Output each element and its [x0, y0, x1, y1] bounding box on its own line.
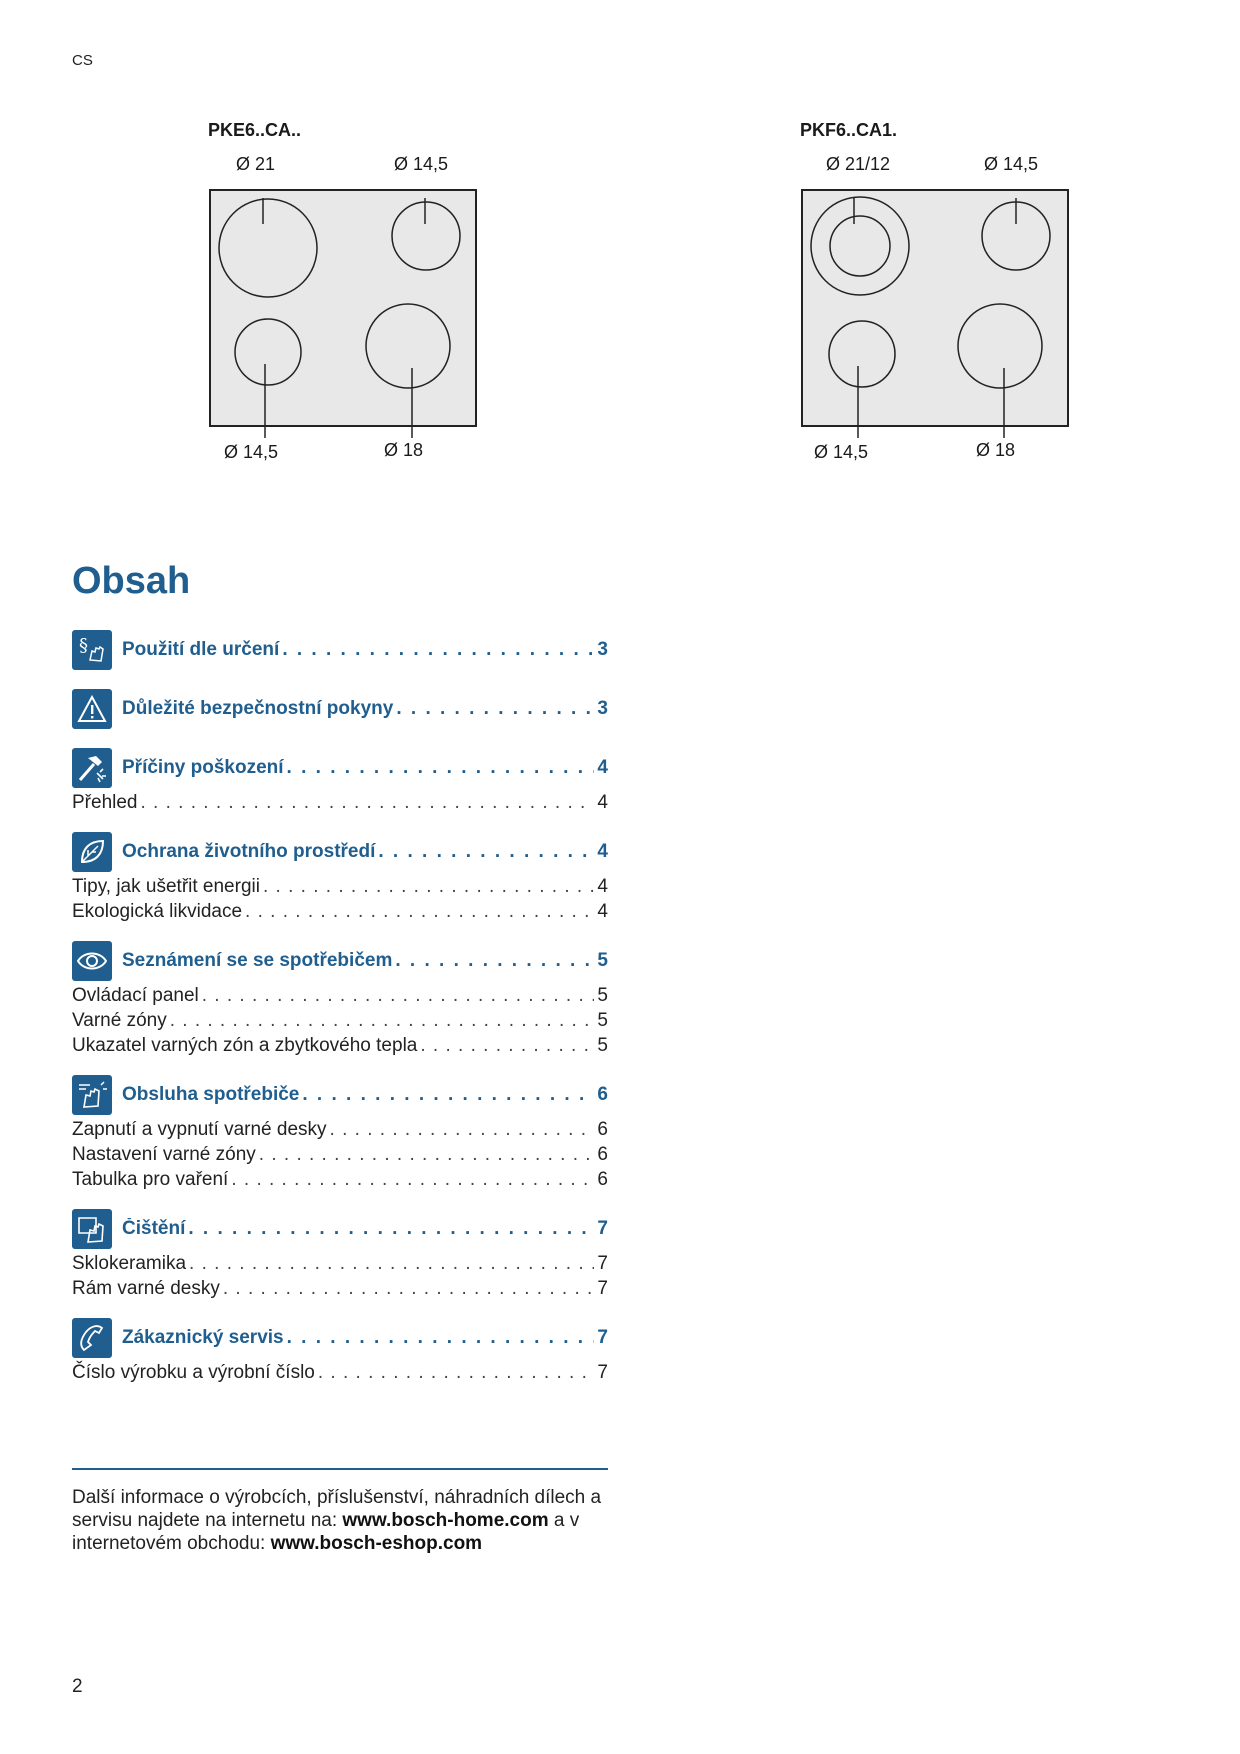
- toc-section: [72, 687, 608, 731]
- toc-item-label: Zapnutí a vypnutí varné desky: [72, 1119, 327, 1140]
- toc-section-title: Použití dle určení: [122, 639, 280, 660]
- zone-label-top-left: Ø 21/12: [826, 154, 891, 174]
- toc-item-label: Číslo výrobku a výrobní číslo: [72, 1362, 315, 1383]
- toc-section-title: Ochrana životního prostředí: [122, 841, 376, 862]
- leader-dots: [282, 639, 594, 661]
- bosch-eshop-link[interactable]: www.bosch-eshop.com: [270, 1533, 483, 1554]
- toc-section-heading[interactable]: [72, 1073, 608, 1117]
- toc-item-label: Ovládací panel: [72, 985, 199, 1006]
- toc-item-page: 7: [597, 1253, 608, 1274]
- cleaning-cloth-icon: [72, 1209, 112, 1249]
- toc-section: [72, 628, 608, 672]
- paragraph-hand-icon: [72, 630, 112, 670]
- toc-item[interactable]: [72, 1142, 608, 1167]
- toc-item[interactable]: [72, 874, 608, 899]
- hob-diagram-pkf6: [800, 120, 1100, 460]
- phone-icon: [72, 1318, 112, 1358]
- svg-text:§: §: [79, 635, 88, 656]
- toc-item[interactable]: [72, 790, 608, 815]
- toc-item[interactable]: [72, 1117, 608, 1142]
- leader-dots: [259, 1142, 595, 1167]
- bosch-home-link[interactable]: www.bosch-home.com: [342, 1510, 549, 1531]
- toc-section: [72, 1073, 608, 1192]
- language-code: CS: [72, 52, 93, 69]
- leader-dots: [170, 1008, 595, 1033]
- toc-section-heading[interactable]: [72, 1207, 608, 1251]
- model-label: PKF6..CA1.: [800, 120, 898, 140]
- leader-dots: [223, 1276, 595, 1301]
- toc-section-heading[interactable]: [72, 746, 608, 790]
- toc-section-title: Čištění: [122, 1218, 186, 1239]
- toc-item-page: 4: [597, 901, 608, 922]
- hob-drawing: [208, 120, 508, 460]
- hob-diagram-pke6: [208, 120, 508, 460]
- warning-triangle-icon: [72, 689, 112, 729]
- zone-label-bottom-left: Ø 14,5: [224, 442, 279, 462]
- leader-dots: [202, 983, 595, 1008]
- zone-label-bottom-right: Ø 18: [384, 440, 424, 460]
- more-info-paragraph: [72, 1486, 608, 1555]
- toc-section-heading[interactable]: [72, 939, 608, 983]
- toc-item[interactable]: [72, 983, 608, 1008]
- toc-item-label: Přehled: [72, 792, 138, 813]
- toc-page-number: 4: [597, 841, 608, 862]
- toc-section: [72, 830, 608, 924]
- leader-dots: [378, 841, 594, 863]
- toc-section-title: Seznámení se se spotřebičem: [122, 950, 393, 971]
- zone-label-bottom-right: Ø 18: [976, 440, 1016, 460]
- toc-section-heading[interactable]: [72, 830, 608, 874]
- toc-item-page: 5: [597, 1035, 608, 1056]
- zone-label-top-right: Ø 14,5: [394, 154, 449, 174]
- toc-section: [72, 1316, 608, 1385]
- toc-section: [72, 939, 608, 1058]
- toc-item-label: Rám varné desky: [72, 1278, 220, 1299]
- toc-item[interactable]: [72, 1167, 608, 1192]
- toc-page-number: 6: [597, 1084, 608, 1105]
- toc-section-title: Zákaznický servis: [122, 1327, 284, 1348]
- toc-item[interactable]: [72, 1008, 608, 1033]
- toc-item-label: Nastavení varné zóny: [72, 1144, 256, 1165]
- toc-item-label: Ekologická likvidace: [72, 901, 243, 922]
- toc-item-page: 6: [597, 1169, 608, 1190]
- leader-dots: [189, 1251, 594, 1276]
- toc-item-page: 6: [597, 1119, 608, 1140]
- leader-dots: [420, 1033, 594, 1058]
- leader-dots: [395, 950, 594, 972]
- toc-section-title: Obsluha spotřebiče: [122, 1084, 300, 1105]
- leader-dots: [302, 1084, 594, 1106]
- leader-dots: [141, 790, 595, 815]
- toc-section-heading[interactable]: [72, 628, 608, 672]
- leader-dots: [188, 1218, 594, 1240]
- toc-item-page: 7: [597, 1362, 608, 1383]
- toc-page-number: 5: [597, 950, 608, 971]
- toc-section: [72, 746, 608, 815]
- toc-item[interactable]: [72, 1251, 608, 1276]
- toc-item-page: 4: [597, 876, 608, 897]
- table-of-contents: [72, 628, 608, 1400]
- toc-item-page: 5: [597, 985, 608, 1006]
- toc-item-label: Tabulka pro vaření: [72, 1169, 229, 1190]
- leader-dots: [245, 899, 594, 924]
- eye-icon: [72, 941, 112, 981]
- info-text: Další informace o výrobcích, příslušenství, náhradních dílech a servisu najdete na internetu na:: [72, 1487, 602, 1531]
- page-number: 2: [72, 1676, 83, 1697]
- leader-dots: [263, 874, 594, 899]
- divider-rule: [72, 1468, 608, 1470]
- hammer-damage-icon: [72, 748, 112, 788]
- toc-item-page: 4: [597, 792, 608, 813]
- leader-dots: [330, 1117, 595, 1142]
- toc-item-label: Varné zóny: [72, 1010, 167, 1031]
- toc-page-number: 4: [597, 757, 608, 778]
- toc-page-number: 3: [597, 639, 608, 660]
- toc-page-number: 7: [597, 1327, 608, 1348]
- toc-page-number: 3: [597, 698, 608, 719]
- zone-label-top-left: Ø 21: [236, 154, 276, 174]
- leaf-icon: [72, 832, 112, 872]
- toc-item-label: Ukazatel varných zón a zbytkového tepla: [72, 1035, 418, 1056]
- toc-section-heading[interactable]: [72, 1316, 608, 1360]
- leader-dots: [318, 1360, 595, 1385]
- toc-item-page: 7: [597, 1278, 608, 1299]
- toc-item[interactable]: [72, 1360, 608, 1385]
- leader-dots: [231, 1167, 594, 1192]
- toc-section-heading[interactable]: [72, 687, 608, 731]
- model-label: PKE6..CA..: [208, 120, 302, 140]
- toc-section-title: Příčiny poškození: [122, 757, 284, 778]
- leader-dots: [287, 1327, 595, 1349]
- toc-title: Obsah: [72, 560, 191, 602]
- hob-drawing: [800, 120, 1100, 460]
- toc-item-page: 5: [597, 1010, 608, 1031]
- info-text: a v internetovém obchodu:: [72, 1510, 580, 1554]
- leader-dots: [396, 698, 594, 720]
- toc-item[interactable]: [72, 1033, 608, 1058]
- toc-page-number: 7: [597, 1218, 608, 1239]
- toc-item[interactable]: [72, 899, 608, 924]
- zone-label-top-right: Ø 14,5: [984, 154, 1039, 174]
- hand-control-icon: [72, 1075, 112, 1115]
- toc-section-title: Důležité bezpečnostní pokyny: [122, 698, 394, 719]
- toc-item-label: Sklokeramika: [72, 1253, 187, 1274]
- toc-item[interactable]: [72, 1276, 608, 1301]
- toc-item-label: Tipy, jak ušetřit energii: [72, 876, 260, 897]
- toc-section: [72, 1207, 608, 1301]
- zone-label-bottom-left: Ø 14,5: [814, 442, 869, 462]
- leader-dots: [287, 757, 595, 779]
- toc-item-page: 6: [597, 1144, 608, 1165]
